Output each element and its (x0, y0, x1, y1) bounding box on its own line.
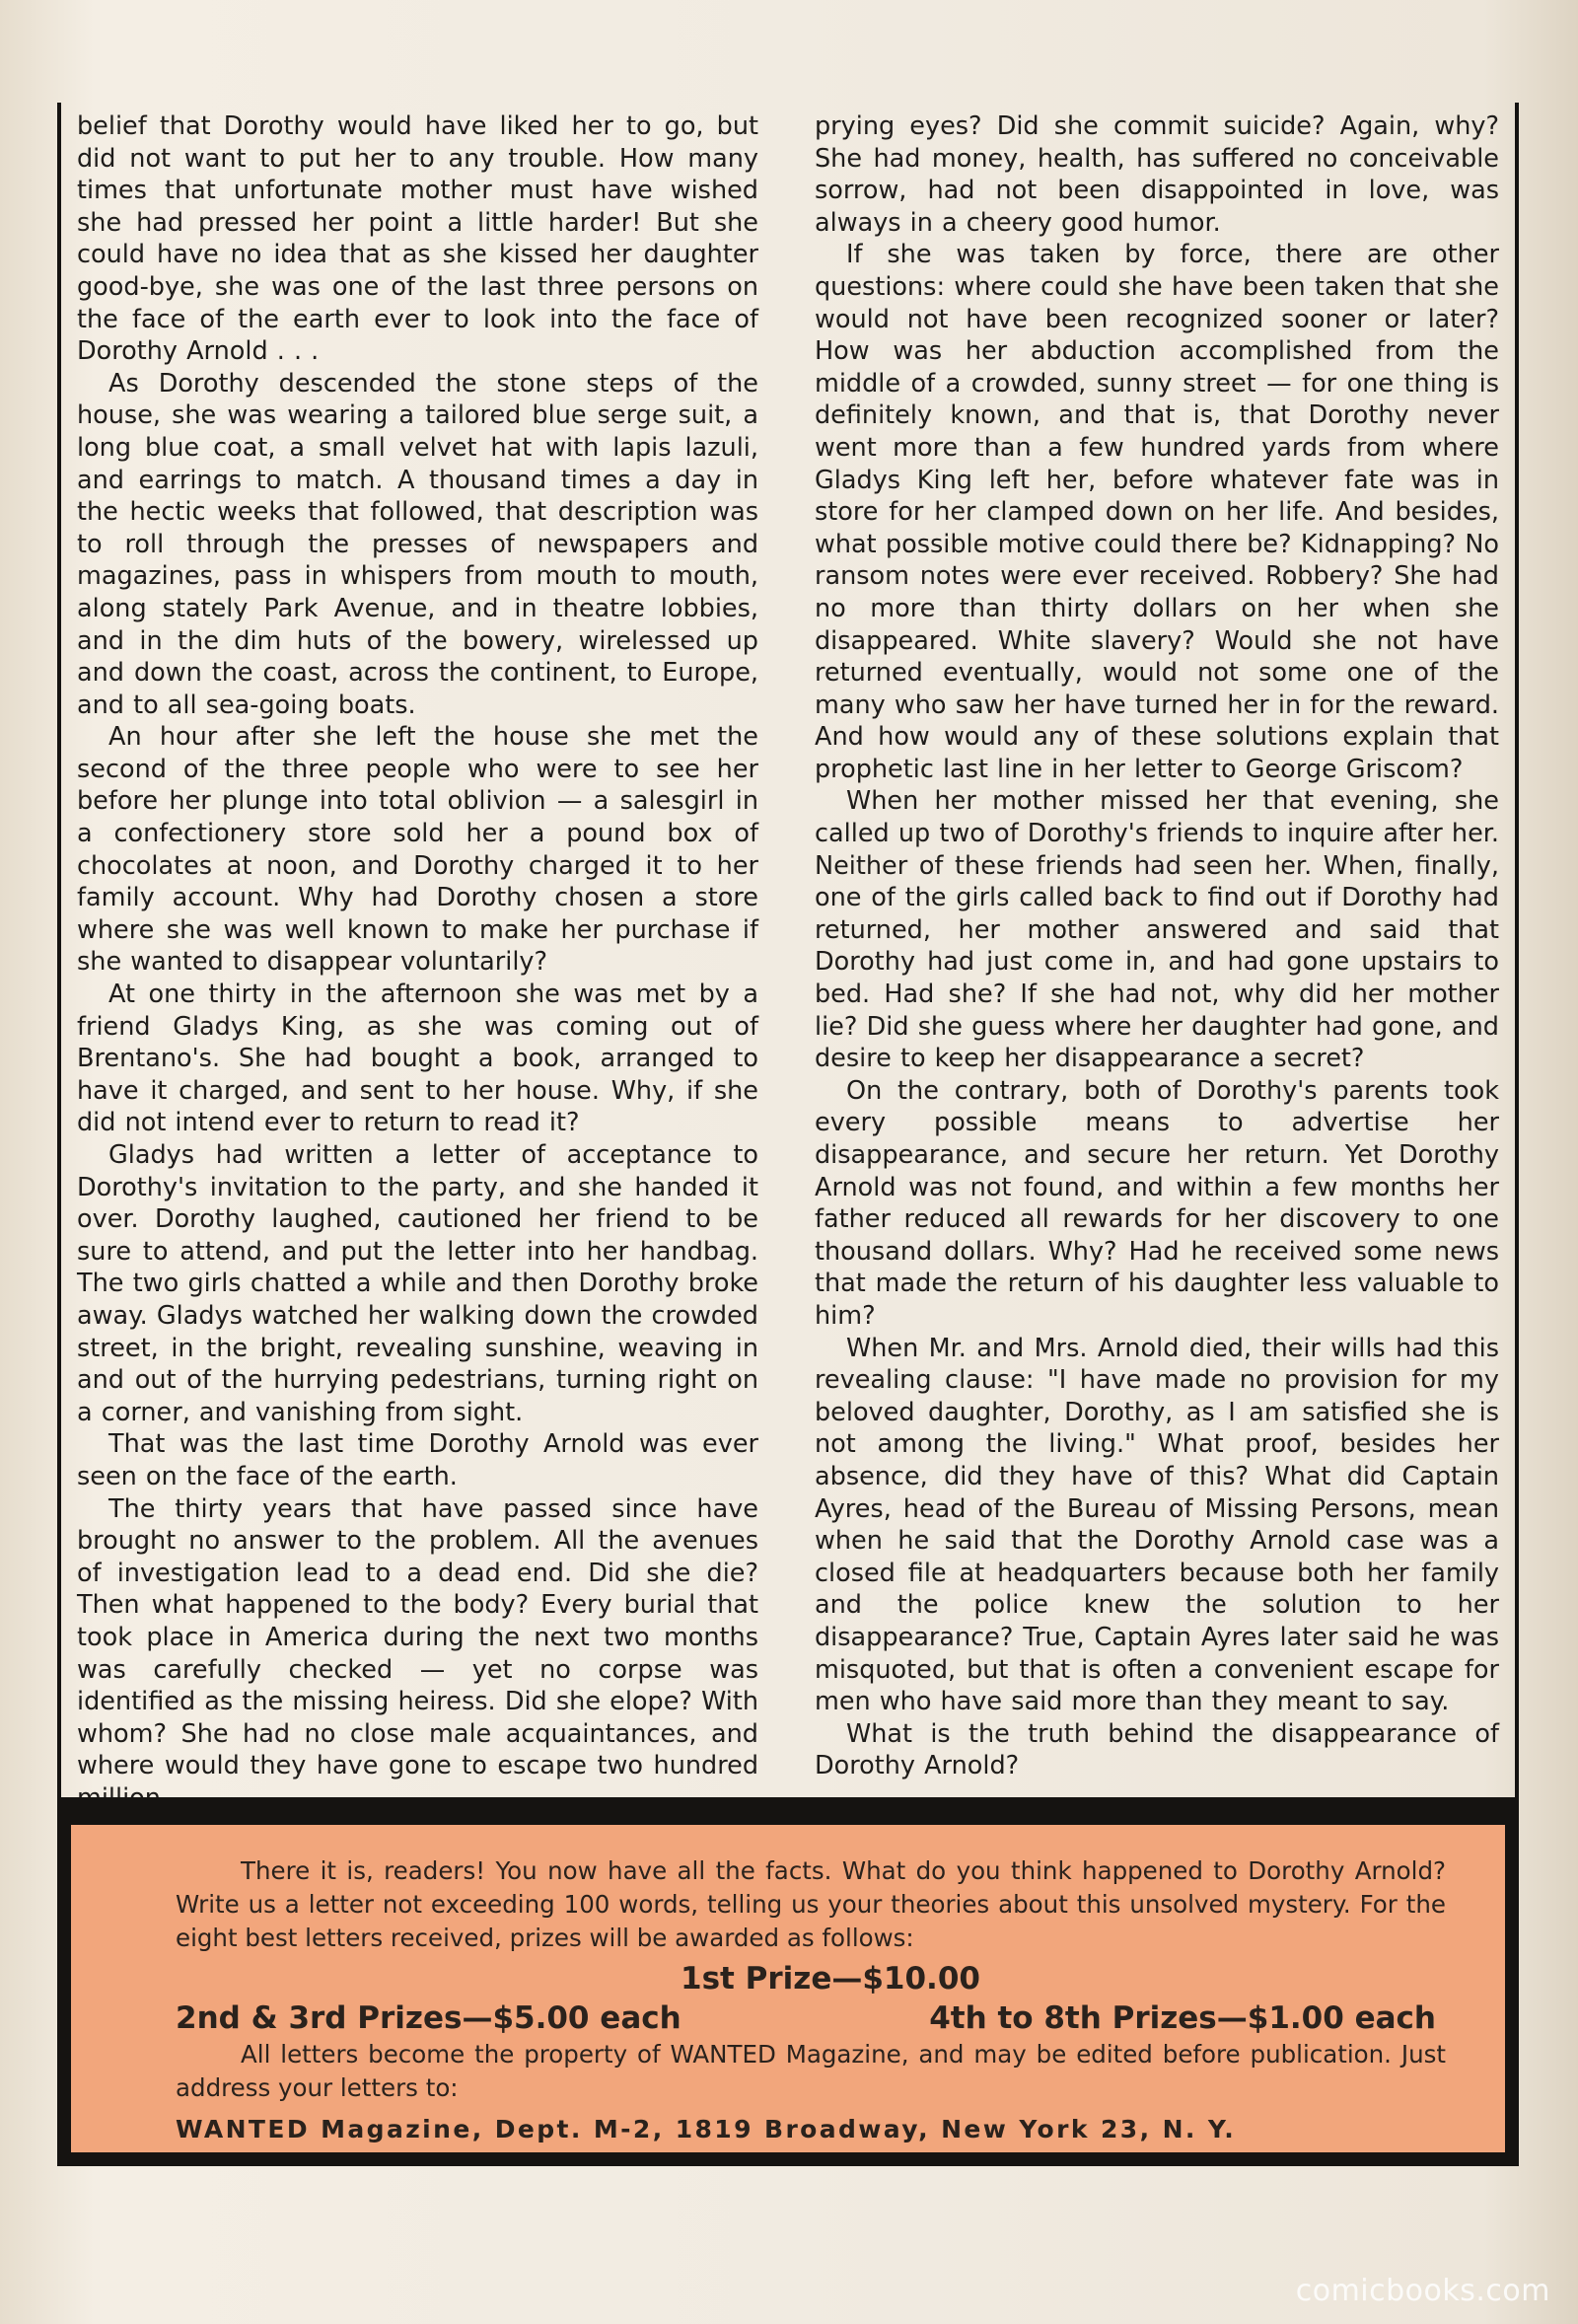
article-right-column (815, 110, 1499, 1782)
prize-row (176, 1998, 1436, 2038)
first-prize: 1st Prize—$10.00 (681, 1961, 980, 1997)
contest-box (57, 1811, 1519, 2166)
paragraph: An hour after she left the house she met the second of the three people who were to see her before her plunge into total oblivion — a salesgirl in a confectionery store sold her a pound box of chocolates at noon, and Dorothy charged it to her family account. Why had Dorothy chosen a store where she was well known to make her purchase if she wanted to disappear voluntarily? (77, 722, 758, 978)
paragraph: Gladys had written a letter of acceptance to Dorothy's invitation to the party, and she handed it over. Dorothy laughed, cautioned her friend to be sure to attend, and put the letter into her handbag. The two girls chatted a while and then Dorothy broke away. Gladys watched her walking down the crowded street, in the bright, revealing sunshine, weaving in and out of the hurrying pedestrians, turning right on a corner, and vanishing from sight. (77, 1140, 758, 1427)
paragraph: When her mother missed her that evening, she called up two of Dorothy's friends to inquire after her. Neither of these friends had seen her. When, finally, one of the girls called back to find out if Dorothy had returned, her mother answered and said that Dorothy had just come in, and had gone upstairs to bed. Had she? If she had not, why did her mother lie? Did she guess where her daughter had gone, and desire to keep her disappearance a secret? (815, 786, 1499, 1074)
mailing-address: WANTED Magazine, Dept. M-2, 1819 Broadway, New York 23, N. Y. (176, 2115, 1237, 2143)
paragraph: When Mr. and Mrs. Arnold died, their wills had this revealing clause: "I have made no provision for my beloved daughter, Dorothy, as I am satisfied she is not among the living." What proof, besides her absence, did they have of this? What did Captain Ayres, head of the Bureau of Missing Persons, mean when he said that the Dorothy Arnold case was a closed file at headquarters because both her family and the police knew the solution to her disappearance? True, Captain Ayres later said he was misquoted, but that is often a convenient escape for men who have said more than they meant to say. (815, 1333, 1499, 1717)
paragraph: On the contrary, both of Dorothy's parents took every possible means to advertise her disappearance, and secure her return. Yet Dorothy Arnold was not found, and within a few months her father reduced all rewards for her discovery to one thousand dollars. Why? Had he received some news that made the return of his daughter less valuable to him? (815, 1075, 1499, 1331)
article-left-column (77, 110, 758, 1814)
paragraph: As Dorothy descended the stone steps of the house, she was wearing a tailored blue serge suit, a long blue coat, a small velvet hat with lapis lazuli, and earrings to match. A thousand times a day in the hectic weeks that followed, that description was to roll through the presses of newspapers and magazines, pass in whispers from mouth to mouth, along stately Park Avenue, and in theatre lobbies, and in the dim huts of the bowery, wirelessed up and down the coast, across the continent, to Europe, and to all sea-going boats. (77, 368, 758, 720)
paragraph: belief that Dorothy would have liked her to go, but did not want to put her to any trouble. How many times that unfortunate mother must have wished she had pressed her point a little harder! But she could have no idea that as she kissed her daughter good-bye, she was one of the last three persons on the face of the earth ever to look into the face of Dorothy Arnold . . . (77, 111, 758, 367)
contest-intro: There it is, readers! You now have all the facts. What do you think happened to Dorothy Arnold? Write us a letter not exceeding 100 words, telling us your theories about this unsolved mystery. For the eight best letters received, prizes will be awarded as follows: (176, 1856, 1446, 1952)
paragraph: If she was taken by force, there are other questions: where could she have been taken that she would not have been recognized sooner or later? How was her abduction accomplished from the middle of a crowded, sunny street — for one thing is definitely known, and that is, that Dorothy never went more than a few hundred yards from where Gladys King left her, before whatever fate was in store for her clamped down on her life. And besides, what possible motive could there be? Kidnapping? No ransom notes were ever received. Robbery? She had no more than thirty dollars on her when she disappeared. White slavery? Would she not have returned eventually, would not some one of the many who saw her have turned her in for the reward. And how would any of these solutions explain that prophetic last line in her letter to George Griscom? (815, 240, 1499, 784)
paragraph: What is the truth behind the disappearance of Dorothy Arnold? (815, 1718, 1499, 1781)
section-divider (57, 1797, 1519, 1811)
paragraph: prying eyes? Did she commit suicide? Again, why? She had money, health, has suffered no conceivable sorrow, had not been disappointed in love, was always in a cheery good humor. (815, 111, 1499, 238)
contest-panel (71, 1825, 1505, 2152)
paragraph: At one thirty in the afternoon she was met by a friend Gladys King, as she was coming out of Brentano's. She had bought a book, arranged to have it charged, and sent to her house. Why, if she did not intend ever to return to read it? (77, 980, 758, 1138)
fourth-eighth-prize: 4th to 8th Prizes—$1.00 each (929, 2000, 1436, 2036)
watermark: comicbooks.com (1295, 2274, 1550, 2308)
paragraph: That was the last time Dorothy Arnold was ever seen on the face of the earth. (77, 1429, 758, 1491)
second-third-prize: 2nd & 3rd Prizes—$5.00 each (176, 2000, 681, 2036)
paragraph: The thirty years that have passed since have brought no answer to the problem. All the avenues of investigation lead to a dead end. Did she die? Then what happened to the body? Every burial that took place in America during the next two months was carefully checked — yet no corpse was identified as the missing heiress. Did she elope? With whom? She had no close male acquaintances, and where would they have gone to escape two hundred (77, 1493, 758, 1781)
contest-rules: All letters become the property of WANTED Magazine, and may be edited before publication. Just address your letters to: (176, 2040, 1446, 2102)
